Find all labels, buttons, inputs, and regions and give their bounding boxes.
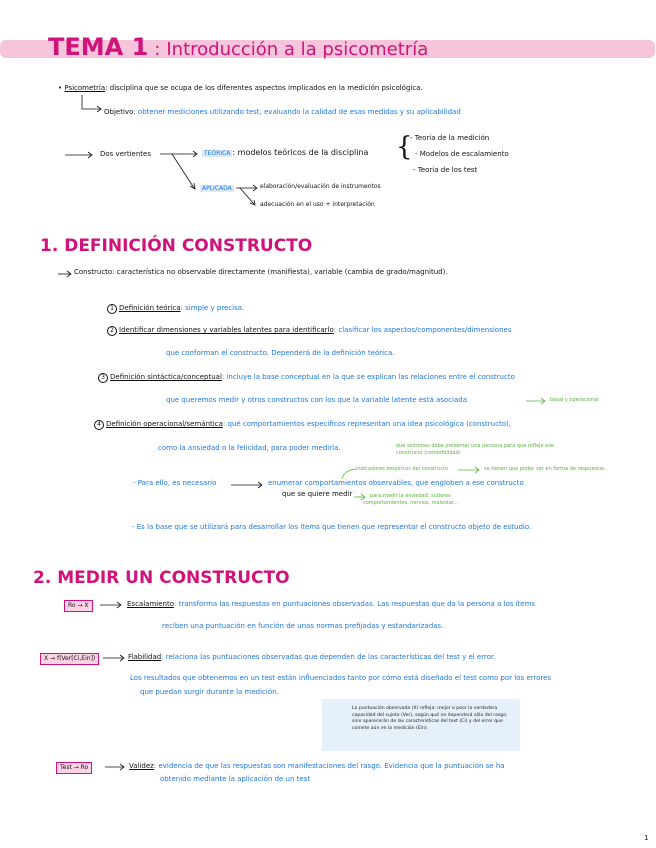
escalamiento-cont: reciben una puntuación en función de unas normas prefijadas y estandarizadas. [162,622,444,630]
psicometria-line [58,84,423,92]
constructo-arrow [58,270,72,278]
constructo-def: : característica no observable directamente (manifiesta), variable (cambia de grado/magnitud). [112,268,448,276]
escalamiento-line [127,600,535,608]
validez-text: : evidencia de que las respuestas son manifestaciones del rasgo. Evidencia que la puntuación se ha [153,762,505,770]
def-item-2-cont: que conforman el constructo. Dependerá de la definición teórica. [166,349,395,357]
def-item-1 [107,304,244,314]
vertientes-label: Dos vertientes [100,150,152,158]
objetivo-term: Objetivo [104,108,134,116]
section1-heading: 1. DEFINICIÓN CONSTRUCTO [40,236,313,256]
def-item-4 [94,420,511,430]
validez-term: Validez [129,762,154,770]
fiabilidad-cont: Los resultados que obtenemos en un test están influenciados tanto por cómo está diseñado el test como por los errores [130,674,552,682]
indicadores-top-right: se tienen que poder ver en forma de respuestas [484,466,605,472]
def-item-3-side: basal y operacional [550,397,599,403]
teorica-item-2: - Modelos de escalamiento [415,150,509,158]
item-number: 2 [107,326,117,336]
objetivo-def: : obtener mediciones utilizando test, evaluando la calidad de esas medidas y su aplicabilidad [133,108,461,116]
def-item-4-side: qué síntomas debe presentar una persona para que refleje ese constructo (comorbilidad) [396,443,554,456]
bullet: • [58,84,65,92]
constructo-line [74,268,448,276]
section2-heading: 2. MEDIR UN CONSTRUCTO [33,568,290,588]
item-text: : qué comportamientos específicos representan una idea psicológica (constructo), [222,420,511,428]
fiabilidad-term: Fiabilidad [128,653,162,661]
objetivo-line [104,108,461,116]
item-text: : simple y precisa. [180,304,245,312]
note-box [322,699,520,751]
indicadores-top-arrow [458,466,482,474]
fiabilidad-arrow [103,654,127,662]
enumerar: enumerar comportamientos observables, que engloben a ese constructo [268,479,524,487]
item-number: 3 [98,373,108,383]
fiabilidad-box: X → f(Ver[Ci,Ein]) [40,653,99,665]
teorica-brace: { [396,132,413,162]
side-arrow [526,397,548,405]
teorica-item-1: - Teoría de la medición [410,134,490,142]
fiabilidad-line [128,653,495,661]
item-term: Identificar dimensiones y variables latentes para identificarlo [119,326,334,334]
teorica-label: TEÓRICA [204,150,231,157]
para-ello-arrow [231,481,265,489]
item-term: Definición operacional/semántica [106,420,223,428]
item-number: 1 [107,304,117,314]
validez-line [129,762,505,770]
teorica-def: : modelos teóricos de la disciplina [232,148,369,157]
title-rest: Introducción a la psicometría [166,39,429,60]
para-ello: - Para ello, es necesario [133,479,217,487]
fiabilidad-text: : relaciona las puntuaciones observadas que dependen de las características del test y el error. [161,653,496,661]
teorica-item-3: - Teoría de los test [413,166,478,174]
validez-cont: obtenido mediante la aplicación de un test [160,775,311,783]
def-item-3-cont: que queremos medir y otros constructos con los que la variable latente está asociada [166,396,467,404]
item-term: Definición teórica [119,304,181,312]
vertientes-branch [160,148,202,196]
page-title [48,33,428,61]
indicadores-top: indicadores empíricos del constructo [356,466,449,472]
objetivo-arrow [80,95,102,117]
indicadores-bottom-2: comportamientos, nervios, malestar... [363,500,459,506]
psicometria-def: : disciplina que se ocupa de los diferentes aspectos implicados en la medición psicológica. [105,84,423,92]
item-number: 4 [94,420,104,430]
constructo-term: Constructo [74,268,113,276]
title-sep: : [154,39,161,60]
fiabilidad-cont-2: que puedan surgir durante la medición. [140,688,279,696]
teorica-line [202,148,368,157]
aplicada-label: APLICADA [202,185,232,192]
note-text: La puntuación observada (X) refleja: mejor o peor la verdadera capacidad del sujeto (Ver), según qué no dependerá sólo del rasgo, sino aparecerán de las características del test (Ci) y del error que comete aún en la medición (Ein). [352,706,508,731]
validez-box: Test → Ro [56,762,92,774]
item-text: : clasificar los aspectos/componentes/dimensiones [333,326,512,334]
vertientes-arrow [65,151,95,159]
item-text: : incluye la base conceptual en la que se explican las relaciones entre el constructo [221,373,515,381]
aplicada-line [200,184,234,192]
title-main: TEMA 1 [48,33,149,61]
def-item-3 [98,373,515,383]
base-line: - Es la base que se utilizará para desarrollar los ítems que tienen que representar el constructo objeto de estudio. [132,523,532,531]
escalamiento-arrow [100,601,124,609]
psicometria-term: Psicometría [64,84,106,92]
escalamiento-term: Escalamiento [127,600,174,608]
escalamiento-text: : transforma las respuestas en puntuaciones observadas. Las respuestas que da la persona a los ítems [173,600,536,608]
validez-arrow [105,763,127,771]
que-se-quiere: que se quiere medir [282,490,353,498]
indicadores-bottom-1: para medir la ansiedad: sudores [370,493,451,499]
aplicada-branch [236,184,258,208]
aplicada-item-1: elaboración/evaluación de instrumentos [260,183,381,190]
def-item-4-cont: como la ansiedad o la felicidad, para poder medirla. [158,444,341,452]
def-item-2 [107,326,511,336]
aplicada-item-2: adecuación en el uso + interpretación [260,201,375,208]
item-term: Definición sintáctica/conceptual [110,373,222,381]
escalamiento-box: Ro → X [64,600,93,612]
page-number: 1 [644,834,649,842]
